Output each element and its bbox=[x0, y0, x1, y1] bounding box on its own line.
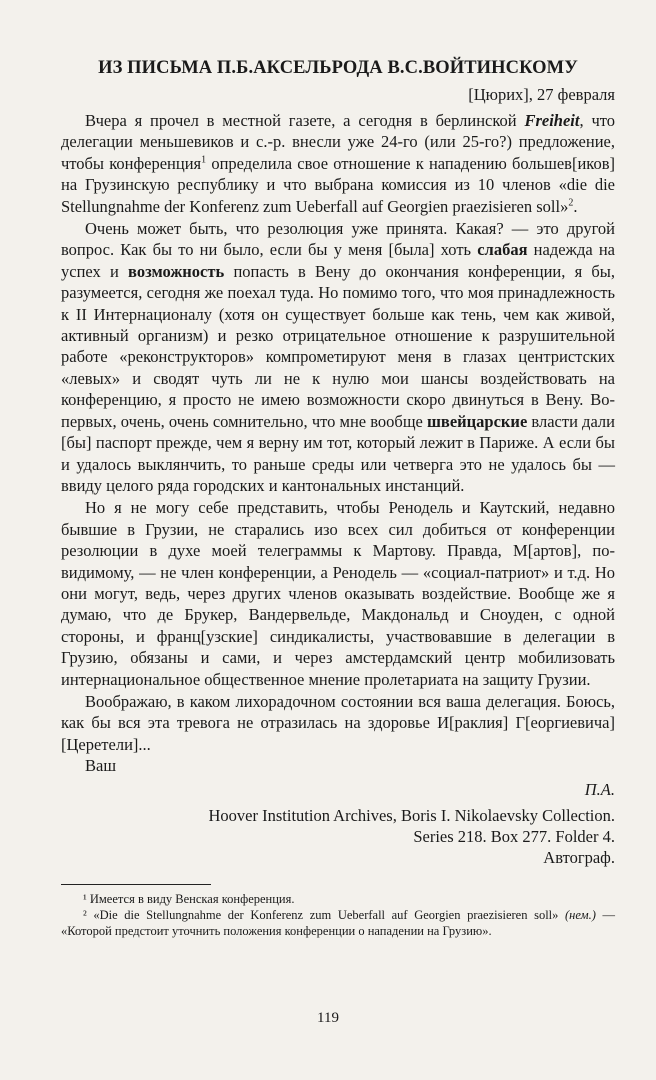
paragraph-1-text: определила свое отношение к нападению большев[иков] на Грузинскую республику и что выбрана комиссия из 10 членов «die die Stellungnahme der Konferenz zum Ueberfall auf Georgien praezisieren soll» bbox=[61, 153, 615, 216]
footnote-2-text: ² «Die die Stellungnahme der Konferenz zum Ueberfall auf Georgien praezisieren soll» bbox=[83, 907, 566, 922]
page-number: 119 bbox=[317, 1010, 339, 1026]
emphasis-word: возможность bbox=[128, 261, 225, 281]
paragraph-1-text: Вчера я прочел в местной газете, а сегодня в берлинской bbox=[85, 111, 525, 130]
paragraph-3: Но я не могу себе представить, чтобы Ренодель и Каутский, недавно бывшие в Грузии, не старались изо всех сил добиться от конференции резолюции в духе моей телеграммы к Мартову. Правда, М[артов], по-видимому, — не член конференции, а Ренодель — «социал-патриот» и т.д. Но они могут, ведь, через других членов оказывать воздействие. Вообще же я думаю, что де Брукер, Вандервельде, Макдональд и Сноуден, с одной стороны, и франц[узские] синдикалисты, участвовавшие в делегации в Грузию, обязаны и сами, и через амстердамский центр мобилизовать интернациональное общественное мнение пролетариата на защиту Грузии. bbox=[61, 498, 615, 689]
paragraph-2-text: власти дали [бы] паспорт прежде, чем я верну им тот, который лежит в Париже. А если бы и удалось выклянчить, то раньше среды или четверга это не удалось бы — ввиду целого ряда городских и кантональных инстанций. bbox=[61, 411, 615, 495]
footnote-2-text: — «Которой предстоит уточнить положения конференции о нападении на Грузию». bbox=[61, 907, 616, 938]
emphasis-word: слабая bbox=[477, 240, 528, 260]
archive-line: Series 218. Box 277. Folder 4. bbox=[413, 826, 615, 846]
footnote-ref-2: 2 bbox=[568, 197, 574, 209]
paragraph-2 bbox=[61, 218, 615, 496]
footnote-2-lang: (нем.) bbox=[565, 907, 596, 922]
footnote-ref-1: 1 bbox=[201, 154, 207, 166]
archive-line: Hoover Institution Archives, Boris I. Nikolaevsky Collection. bbox=[208, 805, 615, 825]
dateline: [Цюрих], 27 февраля bbox=[468, 85, 615, 104]
footnote-2 bbox=[61, 907, 615, 939]
signature: П.А. bbox=[584, 779, 615, 799]
paragraph-1-text: , что делегации меньшевиков и с.-р. внесли уже 24-го (или 25-го?) предложение, чтобы конференция bbox=[61, 111, 615, 173]
paragraph-2-text: надежда на успех и bbox=[61, 240, 615, 281]
newspaper-name: Freiheit bbox=[524, 111, 580, 130]
archive-reference bbox=[61, 805, 615, 868]
archive-line: Автограф. bbox=[543, 847, 615, 867]
closing: Ваш bbox=[85, 756, 117, 776]
document-title: ИЗ ПИСЬМА П.Б.АКСЕЛЬРОДА В.С.ВОЙТИНСКОМУ bbox=[98, 58, 578, 78]
paragraph-2-text: Очень может быть, что резолюция уже принята. Какая? — это другой вопрос. Как бы то ни было, если бы у меня [была] хоть bbox=[61, 219, 615, 260]
footnote-divider bbox=[61, 884, 211, 885]
footnote-1: ¹ Имеется в виду Венская конференция. bbox=[83, 891, 295, 906]
paragraph-1-text: . bbox=[573, 196, 578, 216]
document-page bbox=[61, 56, 615, 939]
paragraph-4: Воображаю, в каком лихорадочном состоянии вся ваша делегация. Боюсь, как бы вся эта тревога не отразилась на здоровье И[раклия] Г[еоргиевича] [Церетели]... bbox=[61, 691, 615, 754]
letter-body bbox=[61, 110, 615, 755]
footnotes bbox=[61, 891, 615, 939]
emphasis-word: швейцарские bbox=[427, 411, 528, 431]
paragraph-2-text: попасть в Вену до окончания конференции, я бы, разумеется, сегодня же поехал туда. Но помимо того, что моя принадлежность к II Интернационалу (хотя он существует больше как тень, чем как живой, активный организм) и резко отрицательное отношение к разрушительной работе «реконструкторов» компрометируют меня в глазах центристских «левых» и сводят чуть ли не к нулю мои шансы воздействовать на конференцию, я просто не имею возможности скоро двинуться в Вену. Во-первых, очень, очень сомнительно, что мне вообще bbox=[61, 261, 615, 431]
paragraph-1 bbox=[61, 110, 615, 217]
